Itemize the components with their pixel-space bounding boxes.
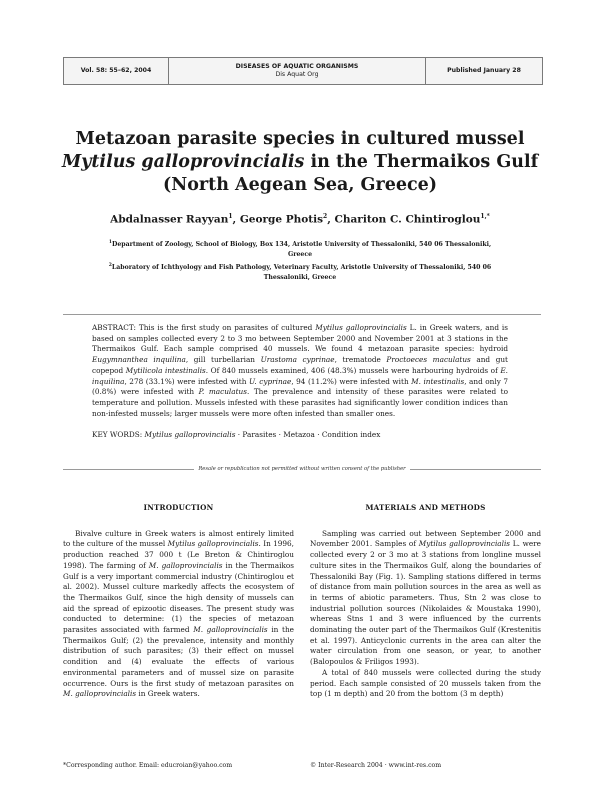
abstract-segment: This is the first study on parasites of cultured — [138, 323, 316, 332]
affiliation-mark: 1 — [108, 240, 112, 245]
species-name: M. intestinalis — [411, 376, 465, 386]
abstract-segment: . Of 840 mussels examined, 406 (48.3%) mussels were harbouring hydroids of — [205, 365, 501, 375]
text-segment: in the Thermaikos Gulf is a very important commercial industry (Chintiroglou et al. 2002). Mussel culture markedly affects the ecosystem of the Thermaikos Gulf, since the high density of mussels can aid the spread of epizootic diseases. The present study was conducted to determine: (1) the species of metazoan parasites associated with farmed — [63, 560, 294, 635]
author-list — [40, 213, 560, 226]
abstract-segment: , 94 (11.2%) were infested with — [291, 376, 412, 386]
corresponding-author-footnote: *Corresponding author. Email: educroian@yahoo.com — [63, 762, 233, 769]
affiliation-text: Laboratory of Ichthyology and Fish Pathology, Veterinary Faculty, Aristotle University of Thessaloniki, 540 06 Thessaloniki, Greece — [111, 264, 492, 281]
title-line-1: Metazoan parasite species in cultured mussel — [75, 129, 525, 149]
abstract-segment: , trematode — [334, 355, 387, 365]
key-words-list: · Parasites · Metazoa · Condition index — [235, 430, 381, 440]
journal-header-bar — [63, 57, 543, 85]
abstract-segment: L. in Greek waters, and is based on samples collected every 2 to 3 mo between September 2000 and November 2001 at 3 stations in the Thermaikos Gulf. Each sample comprised 40 mussels. We found 4 metazoan parasite species: hydroid — [92, 323, 508, 354]
divider — [63, 469, 194, 470]
author-name: Abdalnasser Rayyan — [110, 213, 229, 226]
affiliation-text: Department of Zoology, School of Biology, Box 134, Aristotle University of Thessaloniki, 540 06 Thessaloniki, Greece — [112, 241, 492, 258]
species-name: Mytilus galloprovincialis — [315, 323, 407, 332]
species-name: Mytilicola intestinalis — [125, 365, 206, 375]
species-name: U. cyprinae — [248, 376, 292, 386]
journal-name-block — [169, 58, 425, 84]
abstract-label: ABSTRACT: — [92, 323, 139, 332]
title-line-2: in the Thermaikos Gulf — [304, 152, 539, 172]
volume-info: Vol. 58: 55–62, 2004 — [64, 58, 169, 84]
journal-name: DISEASES OF AQUATIC ORGANISMS — [235, 63, 359, 70]
text-segment: L. were collected every 2 or 3 mo at 3 stations from longline mussel culture sites in the Thermaikos Gulf, along the boundaries of Thessaloniki Bay (Fig. 1). Sampling stations differed in terms of distance from main pollution sources in the area as well as in terms of abiotic parameters. Thus, Stn 2 was close to industrial pollution sources (Nikolaides & Moustaka 1990), whereas Stns 1 and 3 were influenced by the currents dominating the outer part of the Thermaikos Gulf (Krestenitis et al. 1997). Anticyclonic currents in the area can alter the water circulation from one season, or year, to another (Balopoulos & Friligos 1993). — [310, 539, 541, 667]
article-title — [40, 128, 560, 197]
abstract-segment: , and only 7 (0.8%) were infested with — [92, 376, 508, 397]
key-words — [92, 430, 508, 441]
paragraph — [63, 529, 294, 700]
section-heading: INTRODUCTION — [143, 503, 214, 512]
resale-notice-rule — [63, 466, 541, 472]
species-name: M. galloprovincialis — [193, 625, 268, 635]
species-name: E. inquilina — [92, 365, 508, 386]
title-line-3: (North Aegean Sea, Greece) — [162, 175, 438, 195]
publication-date: Published January 28 — [425, 58, 542, 84]
abstract-segment: , 278 (33.1%) were infested with — [124, 376, 249, 386]
affiliation-mark: 2 — [108, 263, 112, 268]
divider — [410, 469, 541, 470]
species-name: Mytilus galloprovincialis — [418, 539, 511, 549]
abstract-segment: . The prevalence and intensity of these parasites were related to temperature and pollution. Mussels infested with these parasites had significantly lower condition indices than non-infested mussels; larger mussels were more often infested than smaller ones. — [92, 387, 509, 418]
text-segment: Bivalve culture in Greek waters is almost entirely limited to the culture of the mussel — [63, 528, 294, 549]
species-name: Urastoma cyprinae — [260, 355, 335, 365]
copyright-notice: © Inter-Research 2004 · www.int-res.com — [310, 762, 442, 769]
affiliation — [100, 261, 500, 282]
author-separator: , — [327, 213, 335, 226]
paragraph: A total of 840 mussels were collected during the study period. Each sample consisted of 20 mussels taken from the top (1 m depth) and 20 from the bottom (3 m depth) — [310, 667, 541, 699]
text-segment: in the Thermaikos Gulf; (2) the prevalence, intensity and monthly distribution of such parasites; (3) their effect on mussel condition and (4) evaluate the effects of various environmental parameters and of mussel size on parasite occurrence. Ours is the first study of metazoan parasites on — [63, 625, 295, 688]
abstract-segment: and gut copepod — [92, 355, 508, 375]
abstract — [92, 323, 508, 441]
species-name: Mytilus galloprovincialis — [167, 539, 259, 549]
section-heading: MATERIALS AND METHODS — [365, 503, 486, 512]
journal-abbreviation: Dis Aquat Org — [275, 71, 319, 78]
abstract-segment: , gill turbellarian — [185, 355, 261, 365]
species-name: Mytilus galloprovincialis — [144, 430, 236, 440]
author-name: George Photis — [239, 213, 323, 226]
affiliation — [100, 238, 500, 259]
species-name: P. maculatus — [198, 387, 247, 397]
title-species: Mytilus galloprovincialis — [61, 152, 305, 172]
text-segment: in Greek waters. — [136, 689, 200, 699]
author-name: Chariton C. Chintiroglou — [334, 213, 481, 226]
species-name: M. galloprovincialis — [148, 560, 223, 570]
species-name: Eugymnanthea inquilina — [92, 355, 186, 365]
introduction-section — [63, 503, 294, 700]
author-affiliation-mark: 1 — [228, 213, 233, 220]
author-affiliation-mark: 1,* — [480, 213, 490, 220]
methods-section — [310, 503, 541, 700]
species-name: Proctoeces maculatus — [386, 355, 471, 365]
resale-notice: Resale or republication not permitted without written consent of the publisher — [198, 466, 406, 472]
key-words-label: KEY WORDS: — [92, 430, 145, 440]
species-name: M. galloprovincialis — [63, 689, 137, 699]
author-separator: , — [232, 213, 240, 226]
text-segment: Sampling was carried out between September 2000 and November 2001. Samples of — [310, 528, 541, 549]
abstract-text — [92, 323, 508, 419]
abstract-top-rule — [63, 314, 541, 315]
paragraph — [310, 529, 541, 668]
text-segment: . In 1996, production reached 37 000 t (Le Breton & Chintiroglou 1998). The farming of — [63, 539, 294, 570]
author-affiliation-mark: 2 — [323, 213, 328, 220]
